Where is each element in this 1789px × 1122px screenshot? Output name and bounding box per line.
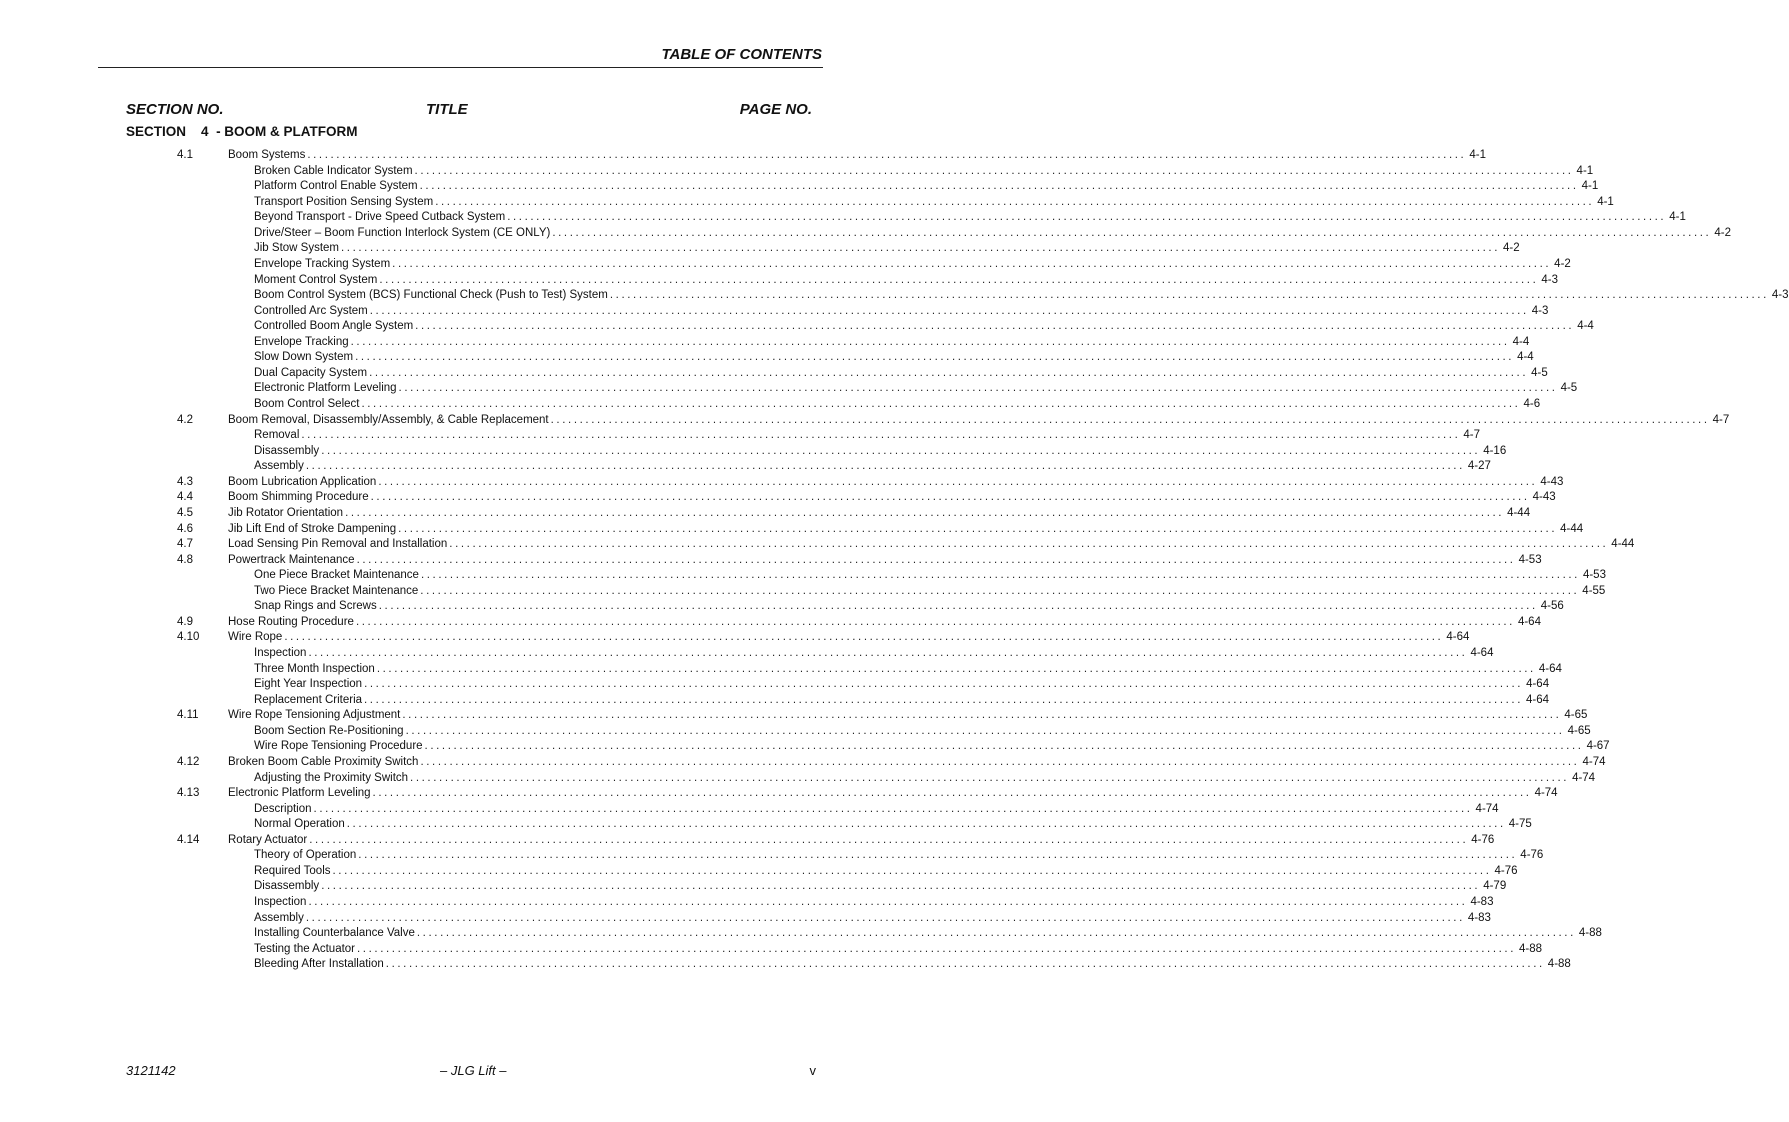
toc-entry-line: [254, 179, 1599, 195]
toc-entry[interactable]: [0, 739, 1610, 755]
toc-entry-title: Controlled Arc System: [254, 304, 368, 317]
toc-entry[interactable]: [0, 179, 1599, 195]
dot-leader: ........................................................................................................................................................................................................: [419, 180, 1579, 193]
dot-leader: ........................................................................................................................................................................................................: [414, 164, 1574, 177]
toc-entry-line: [254, 273, 1558, 289]
toc-entry-title: Theory of Operation: [254, 849, 357, 862]
section-title: - BOOM & PLATFORM: [216, 124, 358, 139]
toc-entry[interactable]: [0, 397, 1541, 413]
toc-entry[interactable]: [0, 615, 1541, 631]
toc-entry[interactable]: [0, 693, 1550, 709]
toc-entry[interactable]: [0, 864, 1518, 880]
toc-entry[interactable]: [0, 926, 1602, 942]
toc-entry[interactable]: [0, 350, 1534, 366]
toc-entry-title: Electronic Platform Leveling: [228, 787, 371, 800]
toc-entry-page: 4-83: [1470, 896, 1494, 908]
toc-entry[interactable]: [0, 257, 1571, 273]
toc-entry-page: 4-88: [1547, 958, 1571, 971]
toc-entry-title: Wire Rope: [228, 631, 283, 644]
toc-entry-page: 4-6: [1523, 398, 1541, 410]
toc-entry[interactable]: [0, 879, 1507, 895]
toc-entry-page: 4-79: [1483, 880, 1507, 893]
toc-entry[interactable]: [0, 755, 1606, 771]
toc-entry[interactable]: [0, 708, 1588, 724]
toc-entry-title: Dual Capacity System: [254, 366, 368, 379]
toc-entry-line: [254, 397, 1541, 413]
toc-entry-page: 4-1: [1597, 195, 1614, 208]
toc-entry-number: 4.1: [177, 149, 193, 161]
toc-entry[interactable]: [0, 241, 1520, 257]
toc-entry-page: 4-7: [1712, 413, 1730, 426]
toc-entry-line: [254, 848, 1544, 864]
toc-entry-line: [228, 537, 1635, 553]
dot-leader: ........................................................................................................................................................................................................: [402, 709, 1562, 722]
toc-entry-line: [254, 926, 1602, 942]
toc-entry-title: Powertrack Maintenance: [228, 553, 355, 566]
toc-entry-page: 4-67: [1586, 740, 1610, 753]
title-header: TITLE: [426, 101, 468, 118]
toc-entry[interactable]: [0, 895, 1494, 911]
toc-entry-line: [254, 895, 1494, 911]
toc-entry-page: 4-88: [1519, 942, 1543, 955]
section-heading: [126, 124, 358, 139]
toc-entry-line: [254, 599, 1564, 615]
toc-entry-number: 4.9: [177, 615, 193, 628]
toc-entry-number: 4.4: [177, 491, 193, 504]
dot-leader: ........................................................................................................................................................................................................: [355, 351, 1515, 364]
toc-entry-page: 4-53: [1518, 553, 1542, 566]
toc-entry-page: 4-1: [1669, 211, 1686, 224]
toc-entry-title: One Piece Bracket Maintenance: [254, 569, 419, 582]
toc-entry-line: [254, 817, 1532, 833]
toc-entry-page: 4-44: [1507, 506, 1531, 519]
dot-leader: ........................................................................................................................................................................................................: [309, 833, 1469, 846]
toc-entry[interactable]: [0, 490, 1556, 506]
toc-entry-title: Disassembly: [254, 880, 320, 893]
toc-entry-number: 4.6: [177, 522, 193, 535]
toc-entry-page: 4-2: [1554, 257, 1571, 270]
dot-leader: ........................................................................................................................................................................................................: [369, 304, 1529, 317]
toc-entry-page: 4-74: [1572, 771, 1596, 784]
toc-entry[interactable]: [0, 724, 1591, 740]
dot-leader: ........................................................................................................................................................................................................: [449, 538, 1609, 551]
dot-leader: ........................................................................................................................................................................................................: [341, 242, 1501, 255]
toc-entry[interactable]: [0, 584, 1606, 600]
toc-entry-title: Platform Control Enable System: [254, 180, 418, 193]
toc-entry-line: [254, 693, 1550, 709]
toc-entry-line: [254, 319, 1594, 335]
toc-entry-page: 4-74: [1475, 802, 1499, 815]
toc-entry[interactable]: [0, 817, 1532, 833]
toc-entry-line: [254, 459, 1491, 475]
toc-entry-title: Snap Rings and Screws: [254, 600, 377, 613]
toc-entry-line: [254, 739, 1610, 755]
toc-entry[interactable]: [0, 273, 1558, 289]
dot-leader: ........................................................................................................................................................................................................: [356, 553, 1516, 566]
toc-entry[interactable]: [0, 646, 1494, 662]
toc-entry-title: Description: [254, 802, 312, 815]
toc-entry-number: 4.14: [177, 833, 200, 846]
toc-entry-line: [228, 786, 1558, 802]
toc-entry-page: 4-76: [1520, 849, 1544, 862]
dot-leader: ........................................................................................................................................................................................................: [398, 522, 1558, 535]
dot-leader: ........................................................................................................................................................................................................: [550, 413, 1710, 426]
toc-entry[interactable]: [0, 677, 1550, 693]
dot-leader: ........................................................................................................................................................................................................: [424, 740, 1584, 753]
toc-entry-title: Wire Rope Tensioning Adjustment: [228, 709, 401, 722]
dot-leader: ........................................................................................................................................................................................................: [345, 506, 1505, 519]
toc-entry-line: [228, 506, 1531, 522]
toc-entry-title: Testing the Actuator: [254, 942, 356, 955]
column-headers: [126, 101, 812, 121]
page-no-header: PAGE NO.: [739, 101, 812, 118]
toc-entry-line: [254, 335, 1530, 351]
dot-leader: ........................................................................................................................................................................................................: [420, 755, 1580, 768]
section-no-header: SECTION NO.: [126, 101, 224, 118]
toc-entry-line: [254, 864, 1518, 880]
toc-entry-line: [254, 366, 1548, 382]
toc-entry[interactable]: [0, 942, 1543, 958]
dot-leader: ........................................................................................................................................................................................................: [313, 802, 1473, 815]
dot-leader: ........................................................................................................................................................................................................: [415, 320, 1575, 333]
dot-leader: ........................................................................................................................................................................................................: [346, 818, 1506, 831]
toc-entry-title: Rotary Actuator: [228, 833, 308, 846]
toc-entry-page: 4-53: [1582, 569, 1606, 582]
dot-leader: ........................................................................................................................................................................................................: [410, 771, 1570, 784]
toc-entry-number: 4.11: [177, 709, 199, 722]
toc-entry[interactable]: [0, 148, 1486, 164]
toc-entry-page: 4-4: [1577, 320, 1594, 333]
toc-entry-page: 4-74: [1534, 787, 1558, 800]
toc-entry-page: 4-3: [1771, 289, 1789, 302]
toc-entry-page: 4-75: [1508, 818, 1532, 831]
toc-entry-number: 4.10: [177, 631, 200, 644]
toc-entry-line: [228, 833, 1495, 849]
toc-entry-page: 4-2: [1503, 242, 1520, 255]
toc-entry[interactable]: [0, 553, 1542, 569]
toc-entry-title: Drive/Steer – Boom Function Interlock System (CE ONLY): [254, 226, 551, 239]
toc-entry-title: Envelope Tracking: [254, 335, 349, 348]
toc-entry-title: Boom Section Re-Positioning: [254, 724, 404, 737]
toc-entry-page: 4-43: [1540, 475, 1564, 488]
dot-leader: ........................................................................................................................................................................................................: [405, 724, 1565, 737]
toc-entry-title: Beyond Transport - Drive Speed Cutback System: [254, 211, 506, 224]
toc-entry[interactable]: [0, 459, 1491, 475]
toc-entry-line: [254, 957, 1571, 973]
toc-entry-title: Eight Year Inspection: [254, 678, 363, 691]
toc-entry-page: 4-83: [1467, 911, 1491, 924]
toc-entry-title: Hose Routing Procedure: [228, 615, 354, 628]
toc-entry-page: 4-44: [1611, 538, 1635, 551]
toc-entry-title: Assembly: [254, 460, 304, 473]
dot-leader: ........................................................................................................................................................................................................: [609, 289, 1769, 302]
toc-entry[interactable]: [0, 662, 1562, 678]
dot-leader: ........................................................................................................................................................................................................: [416, 927, 1576, 940]
toc-entry-title: Two Piece Bracket Maintenance: [254, 584, 419, 597]
toc-entry[interactable]: [0, 599, 1564, 615]
toc-entry-title: Jib Lift End of Stroke Dampening: [228, 522, 397, 535]
toc-entry-line: [254, 428, 1481, 444]
toc-entry-title: Boom Removal, Disassembly/Assembly, & Cable Replacement: [228, 413, 549, 426]
dot-leader: ........................................................................................................................................................................................................: [420, 584, 1580, 597]
toc-entry[interactable]: [0, 802, 1499, 818]
toc-entry-number: 4.12: [177, 755, 200, 768]
toc-entry-page: 4-64: [1470, 647, 1494, 659]
toc-entry-line: [254, 568, 1606, 584]
toc-entry-page: 4-5: [1531, 366, 1548, 379]
toc-entry-line: [254, 164, 1594, 180]
footer-page-number: v: [809, 1063, 816, 1078]
toc-entry-page: 4-1: [1581, 180, 1599, 193]
toc-entry[interactable]: [0, 786, 1558, 802]
toc-entry[interactable]: [0, 428, 1481, 444]
toc-entry-title: Adjusting the Proximity Switch: [254, 771, 409, 784]
toc-entry-page: 4-64: [1446, 631, 1470, 644]
toc-entry-line: [254, 942, 1543, 958]
toc-entry-line: [254, 584, 1606, 600]
dot-leader: ........................................................................................................................................................................................................: [321, 880, 1481, 893]
toc-entry-page: 4-27: [1467, 460, 1491, 473]
dot-leader: ........................................................................................................................................................................................................: [552, 226, 1712, 239]
toc-entry-line: [228, 475, 1564, 491]
toc-entry-title: Removal: [254, 429, 300, 442]
toc-entry[interactable]: [0, 335, 1530, 351]
toc-entry-title: Boom Systems: [228, 149, 306, 161]
toc-entry-title: Boom Control Select: [254, 398, 360, 410]
dot-leader: ........................................................................................................................................................................................................: [301, 429, 1461, 442]
toc-entry-page: 4-55: [1582, 584, 1606, 597]
toc-entry-line: [228, 708, 1588, 724]
toc-entry-line: [254, 257, 1571, 273]
dot-leader: ........................................................................................................................................................................................................: [398, 382, 1558, 395]
toc-entry-page: 4-2: [1714, 226, 1731, 239]
dot-leader: ........................................................................................................................................................................................................: [350, 335, 1510, 348]
toc-entry-line: [254, 350, 1534, 366]
footer-brand: – JLG Lift –: [440, 1063, 507, 1078]
toc-entry-line: [254, 304, 1549, 320]
dot-leader: ........................................................................................................................................................................................................: [307, 149, 1467, 161]
toc-entry[interactable]: [0, 833, 1495, 849]
toc-entry-title: Transport Position Sensing System: [254, 195, 434, 208]
toc-entry-page: 4-16: [1483, 444, 1507, 457]
toc-entry-page: 4-65: [1567, 724, 1591, 737]
dot-leader: ........................................................................................................................................................................................................: [284, 631, 1444, 644]
toc-entry[interactable]: [0, 771, 1596, 787]
toc-entry-page: 4-65: [1564, 709, 1588, 722]
toc-entry-title: Envelope Tracking System: [254, 257, 391, 270]
toc-entry-line: [228, 755, 1606, 771]
dot-leader: ........................................................................................................................................................................................................: [420, 569, 1580, 582]
toc-entry[interactable]: [0, 475, 1564, 491]
dot-leader: ........................................................................................................................................................................................................: [370, 491, 1530, 504]
dot-leader: ........................................................................................................................................................................................................: [321, 444, 1481, 457]
toc-entry-page: 4-76: [1494, 864, 1518, 877]
toc-entry-number: 4.7: [177, 538, 193, 551]
toc-entry-title: Electronic Platform Leveling: [254, 382, 397, 395]
toc-entry[interactable]: [0, 288, 1789, 304]
toc-entry[interactable]: [0, 366, 1548, 382]
dot-leader: ........................................................................................................................................................................................................: [361, 398, 1521, 410]
dot-leader: ........................................................................................................................................................................................................: [308, 647, 1468, 659]
toc-entry-page: 4-3: [1531, 304, 1549, 317]
dot-leader: ........................................................................................................................................................................................................: [357, 942, 1517, 955]
dot-leader: ........................................................................................................................................................................................................: [358, 849, 1518, 862]
dot-leader: ........................................................................................................................................................................................................: [507, 211, 1667, 224]
dot-leader: ........................................................................................................................................................................................................: [305, 911, 1465, 924]
dot-leader: ........................................................................................................................................................................................................: [378, 475, 1538, 488]
dot-leader: ........................................................................................................................................................................................................: [385, 958, 1545, 971]
toc-entry[interactable]: [0, 164, 1594, 180]
toc-entry[interactable]: [0, 537, 1635, 553]
toc-entry-title: Inspection: [254, 896, 307, 908]
toc-entry[interactable]: [0, 444, 1507, 460]
dot-leader: ........................................................................................................................................................................................................: [308, 896, 1468, 908]
toc-entry-title: Boom Lubrication Application: [228, 475, 377, 488]
toc-entry-number: 4.3: [177, 475, 193, 488]
toc-entry-title: Installing Counterbalance Valve: [254, 927, 415, 940]
toc-entry-page: 4-43: [1532, 491, 1556, 504]
toc-entry-title: Jib Rotator Orientation: [228, 506, 344, 519]
toc-entry-page: 4-1: [1576, 164, 1594, 177]
toc-entry-title: Normal Operation: [254, 818, 345, 831]
toc-entry-title: Three Month Inspection: [254, 662, 375, 675]
dot-leader: ........................................................................................................................................................................................................: [364, 678, 1524, 691]
toc-entry-title: Slow Down System: [254, 351, 354, 364]
toc-entry-page: 4-44: [1560, 522, 1584, 535]
dot-leader: ........................................................................................................................................................................................................: [332, 864, 1492, 877]
toc-entry[interactable]: [0, 210, 1686, 226]
toc-entry-title: Boom Shimming Procedure: [228, 491, 369, 504]
toc-entry-page: 4-1: [1469, 149, 1486, 161]
toc-entry-line: [228, 148, 1486, 164]
toc-entry-page: 4-64: [1526, 693, 1550, 706]
toc-entry-title: Replacement Criteria: [254, 693, 363, 706]
section-label: SECTION: [126, 124, 187, 139]
toc-entry-title: Jib Stow System: [254, 242, 339, 255]
toc-entry[interactable]: [0, 630, 1470, 646]
toc-entry-title: Controlled Boom Angle System: [254, 320, 414, 333]
toc-entry-line: [254, 911, 1491, 927]
dot-leader: ........................................................................................................................................................................................................: [369, 366, 1529, 379]
dot-leader: ........................................................................................................................................................................................................: [355, 615, 1515, 628]
toc-entry-title: Required Tools: [254, 864, 331, 877]
toc-entry-page: 4-3: [1541, 273, 1558, 286]
toc-entry-page: 4-64: [1526, 678, 1550, 691]
toc-entry-title: Inspection: [254, 647, 307, 659]
toc-entry-title: Broken Cable Indicator System: [254, 164, 413, 177]
toc-entry-page: 4-56: [1540, 600, 1564, 613]
toc-entry[interactable]: [0, 226, 1731, 242]
footer-doc-number: 3121142: [126, 1063, 176, 1078]
toc-entry-title: Moment Control System: [254, 273, 378, 286]
toc-entry-page: 4-4: [1512, 335, 1530, 348]
toc-entry-number: 4.2: [177, 413, 193, 426]
toc-entry-title: Wire Rope Tensioning Procedure: [254, 740, 423, 753]
toc-entry[interactable]: [0, 381, 1578, 397]
toc-entry-page: 4-64: [1517, 615, 1541, 628]
toc-entry-page: 4-7: [1463, 429, 1481, 442]
header-rule: [98, 67, 823, 68]
toc-entry-line: [228, 490, 1556, 506]
page-footer: [126, 1063, 816, 1081]
section-number: 4: [201, 124, 209, 139]
toc-entry-line: [228, 553, 1542, 569]
dot-leader: ........................................................................................................................................................................................................: [378, 600, 1538, 613]
toc-entry[interactable]: [0, 195, 1614, 211]
toc-entry-page: 4-74: [1582, 755, 1606, 768]
toc-entry-line: [254, 210, 1686, 226]
toc-entry[interactable]: [0, 413, 1730, 429]
page-header-title: TABLE OF CONTENTS: [661, 46, 822, 63]
toc-entry-line: [228, 413, 1730, 429]
toc-entry[interactable]: [0, 568, 1606, 584]
toc-entry-line: [254, 381, 1578, 397]
dot-leader: ........................................................................................................................................................................................................: [435, 195, 1595, 208]
toc-entry-page: 4-5: [1560, 382, 1578, 395]
toc-entry-line: [254, 879, 1507, 895]
toc-entry[interactable]: [0, 957, 1571, 973]
toc-entry-page: 4-4: [1517, 351, 1534, 364]
toc-entry-line: [254, 646, 1494, 662]
dot-leader: ........................................................................................................................................................................................................: [305, 460, 1465, 473]
toc-entry-line: [228, 615, 1541, 631]
toc-entry-number: 4.8: [177, 553, 193, 566]
toc-entry-line: [254, 677, 1550, 693]
toc-entry-page: 4-64: [1538, 662, 1562, 675]
toc-entry-line: [254, 771, 1596, 787]
toc-entry[interactable]: [0, 522, 1584, 538]
toc-entry-line: [254, 444, 1507, 460]
dot-leader: ........................................................................................................................................................................................................: [392, 257, 1552, 270]
toc-entry-title: Boom Control System (BCS) Functional Check (Push to Test) System: [254, 289, 608, 302]
toc-entry-line: [254, 226, 1731, 242]
toc-entry-line: [254, 802, 1499, 818]
dot-leader: ........................................................................................................................................................................................................: [379, 273, 1539, 286]
toc-entry-page: 4-76: [1471, 833, 1495, 846]
toc-entry-title: Load Sensing Pin Removal and Installation: [228, 538, 448, 551]
toc-entry[interactable]: [0, 506, 1531, 522]
toc-entry-number: 4.13: [177, 787, 200, 800]
toc-entry[interactable]: [0, 848, 1544, 864]
toc-entry-line: [254, 662, 1562, 678]
toc-entry-line: [228, 522, 1584, 538]
toc-entry[interactable]: [0, 319, 1594, 335]
dot-leader: ........................................................................................................................................................................................................: [372, 787, 1532, 800]
toc-entry-line: [254, 241, 1520, 257]
toc-entry-title: Bleeding After Installation: [254, 958, 384, 971]
dot-leader: ........................................................................................................................................................................................................: [364, 693, 1524, 706]
toc-list: [0, 148, 1789, 973]
toc-entry-number: 4.5: [177, 506, 193, 519]
dot-leader: ........................................................................................................................................................................................................: [376, 662, 1536, 675]
toc-entry-line: [254, 724, 1591, 740]
toc-entry-line: [228, 630, 1470, 646]
toc-entry-title: Disassembly: [254, 444, 320, 457]
toc-entry[interactable]: [0, 911, 1491, 927]
toc-entry-line: [254, 288, 1789, 304]
toc-entry-page: 4-88: [1578, 927, 1602, 940]
toc-entry-title: Assembly: [254, 911, 304, 924]
toc-entry-line: [254, 195, 1614, 211]
toc-entry[interactable]: [0, 304, 1549, 320]
toc-entry-title: Broken Boom Cable Proximity Switch: [228, 755, 419, 768]
